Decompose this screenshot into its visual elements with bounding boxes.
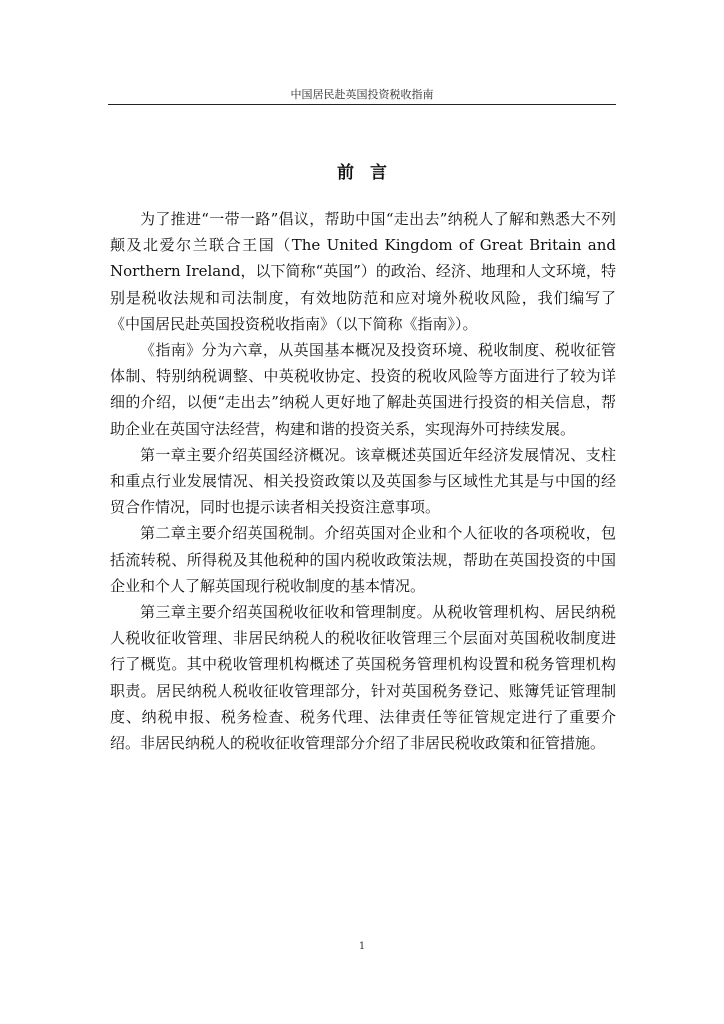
page-number: 1 [358, 941, 366, 952]
paragraph-3: 第一章主要介绍英国经济概况。该章概述英国近年经济发展情况、支柱和重点行业发展情况、相关投资政策以及英国参与区域性尤其是与中国的经贸合作情况，同时也提示读者相关投资注意事项。 [110, 445, 616, 517]
paragraph-2: 《指南》分为六章，从英国基本概况及投资环境、税收制度、税收征管体制、特别纳税调整、中英税收协定、投资的税收风险等方面进行了较为详细的介绍，以便“走出去”纳税人更好地了解赴英国进行投资的相关信息，帮助企业在英国守法经营，构建和谐的投资关系，实现海外可持续发展。 [110, 341, 616, 438]
body-text [110, 206, 616, 756]
page-title: 前言 [337, 163, 403, 183]
header-divider [108, 104, 616, 105]
paragraph-4: 第二章主要介绍英国税制。介绍英国对企业和个人征收的各项税收，包括流转税、所得税及其他税种的国内税收政策法规，帮助在英国投资的中国企业和个人了解英国现行税收制度的基本情况。 [110, 524, 616, 595]
running-header: 中国居民赴英国投资税收指南 [290, 88, 434, 101]
paragraph-1: 为了推进“一带一路”倡议，帮助中国“走出去”纳税人了解和熟悉大不列颠及北爱尔兰联合王国（The United Kingdom of Great Britain and Northern Ireland，以下简称“英国”）的政治、经济、地理和人文环境，特别是税收法规和司法制度，有效地防范和应对境外税收风险，我们编写了《中国居民赴英国投资税收指南》（以下简称《指南》）。 [110, 210, 616, 333]
paragraph-5: 第三章主要介绍英国税收征收和管理制度。从税收管理机构、居民纳税人税收征收管理、非居民纳税人的税收征收管理三个层面对英国税收制度进行了概览。其中税收管理机构概述了英国税务管理机构设置和税务管理机构职责。居民纳税人税收征收管理部分，针对英国税务登记、账簿凭证管理制度、纳税申报、税务检查、税务代理、法律责任等征管规定进行了重要介绍。非居民纳税人的税收征收管理部分介绍了非居民税收政策和征管措施。 [110, 603, 616, 753]
